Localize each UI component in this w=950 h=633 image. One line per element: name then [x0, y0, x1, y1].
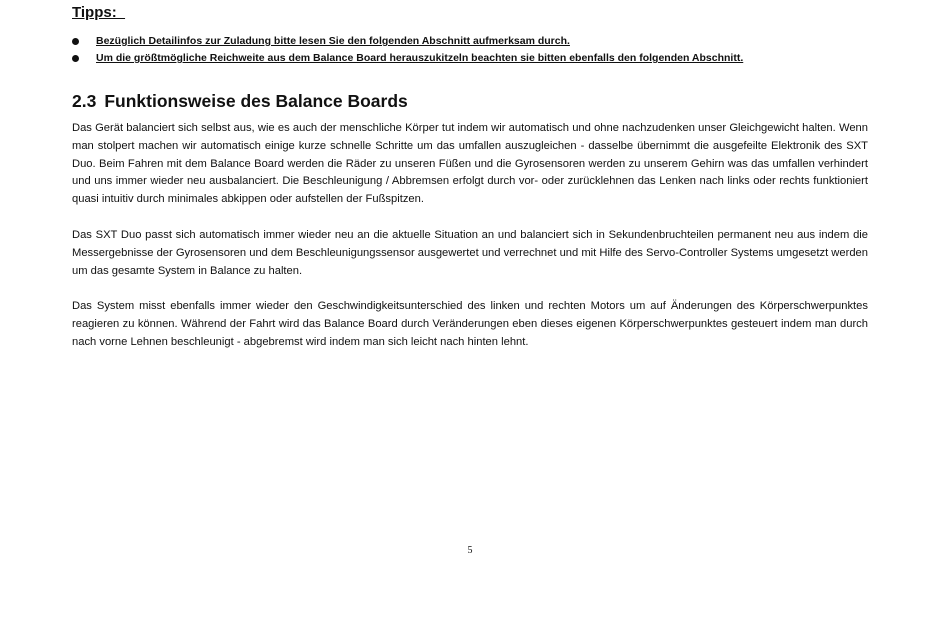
bullet-icon — [72, 55, 79, 62]
tips-heading: Tipps: — [72, 4, 126, 21]
page-number: 5 — [467, 545, 473, 556]
tip-text: Bezüglich Detailinfos zur Zuladung bitte lesen Sie den folgenden Abschnitt aufmerksam durch. — [96, 35, 570, 47]
tip-text: Um die größtmögliche Reichweite aus dem Balance Board herauszukitzeln beachten sie bitten ebenfalls den folgenden Abschnitt. — [96, 52, 744, 64]
tip-item — [72, 50, 872, 67]
section-number: 2.3 — [72, 91, 97, 111]
bullet-icon — [72, 38, 79, 45]
section-heading — [72, 91, 408, 112]
body-paragraph: Das Gerät balanciert sich selbst aus, wie es auch der menschliche Körper tut indem wir automatisch und ohne nachzudenken unser Gleichgewicht halten. Wenn man stolpert machen wir automatisch einige kurze schnelle Schritte um das umfallen auszugleichen - dasselbe übernimmt die ausgefeilte Elektronik des SXT Duo. Beim Fahren mit dem Balance Board werden die Räder zu unseren Füßen und die Gyrosensoren werden zu unserem Gehirn was das umfallen verhindert und uns immer wieder neu ausbalanciert. Die Beschleunigung / Abbremsen erfolgt durch vor- oder zurücklehnen das Lenken nach links oder rechts funktioniert quasi intuitiv durch minimales abkippen oder aufstellen der Fußspitzen. — [72, 122, 868, 206]
body-paragraph: Das System misst ebenfalls immer wieder den Geschwindigkeitsunterschied des linken und rechten Motors um auf Änderungen des Körperschwerpunktes reagieren zu können. Während der Fahrt wird das Balance Board durch Veränderungen eben dieses eigenen Körperschwerpunktes gesteuert indem man durch nach vorne Lehnen beschleunigt - abgebremst wird indem man sich leicht nach hinten lehnt. — [72, 300, 868, 348]
tip-item — [72, 33, 872, 50]
tips-list — [72, 33, 872, 67]
section-title: Funktionsweise des Balance Boards — [104, 91, 408, 111]
body-paragraph: Das SXT Duo passt sich automatisch immer wieder neu an die aktuelle Situation an und balanciert sich in Sekundenbruchteilen permanent neu aus indem die Messergebnisse der Gyrosensoren und dem Beschleunigungssensor ausgewertet und verrechnet und mit Hilfe des Servo-Controller Systems umgesetzt werden um das gesamte System in Balance zu halten. — [72, 229, 868, 277]
